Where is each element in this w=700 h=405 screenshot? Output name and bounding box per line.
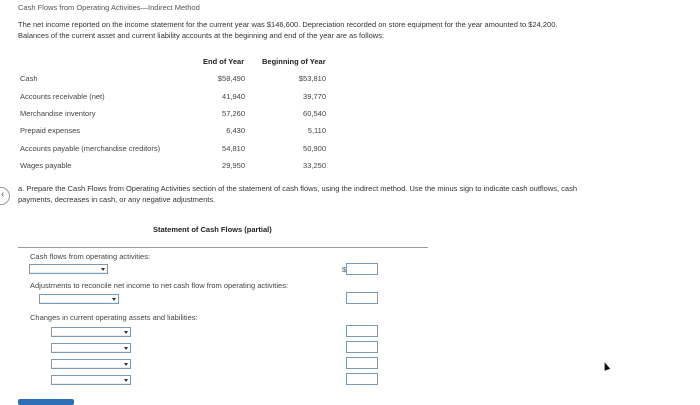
accounts-payable-begin: 50,900	[303, 144, 326, 153]
col-header-beginning-of-year: Beginning of Year	[262, 57, 326, 66]
accounts-receivable-end: 41,940	[222, 92, 245, 101]
change-amount-input-3[interactable]	[346, 357, 378, 369]
row-label-prepaid-expenses: Prepaid expenses	[20, 126, 81, 135]
change-dropdown-4[interactable]	[51, 375, 131, 385]
bottom-action-bar[interactable]	[18, 399, 74, 405]
dollar-sign: $	[342, 265, 347, 274]
row-label-accounts-receivable: Accounts receivable (net)	[20, 92, 105, 101]
change-amount-input-2[interactable]	[346, 341, 378, 353]
statement-divider	[18, 247, 428, 248]
problem-intro	[18, 19, 688, 41]
cash-begin: $53,810	[298, 74, 326, 83]
statement-title: Statement of Cash Flows (partial)	[153, 225, 272, 234]
change-amount-input-4[interactable]	[346, 373, 378, 385]
adjustment-dropdown[interactable]	[39, 294, 119, 304]
prepaid-expenses-begin: 5,110	[307, 126, 326, 135]
change-dropdown-2[interactable]	[51, 343, 131, 353]
row-label-cash: Cash	[20, 74, 38, 83]
merchandise-inventory-begin: 60,540	[303, 109, 326, 118]
cash-end: $58,490	[217, 74, 245, 83]
col-header-end-of-year: End of Year	[203, 57, 245, 66]
row-label-accounts-payable: Accounts payable (merchandise creditors)	[20, 144, 161, 153]
net-income-dropdown[interactable]	[29, 264, 108, 274]
mouse-cursor-icon	[602, 361, 610, 371]
intro-line-2: Balances of the current asset and current liability accounts at the beginning and end of the year are as follows:	[18, 31, 385, 40]
row-label-merchandise-inventory: Merchandise inventory	[20, 109, 96, 118]
net-income-amount-input[interactable]	[346, 263, 378, 275]
question-line-2: payments, decreases in cash, or any negative adjustments.	[18, 195, 216, 204]
side-collapse-tab[interactable]	[0, 187, 10, 205]
adjustment-amount-input[interactable]	[346, 292, 378, 304]
accounts-payable-end: 54,810	[222, 144, 245, 153]
wages-payable-begin: 33,250	[303, 161, 326, 170]
change-dropdown-1[interactable]	[51, 327, 131, 337]
accounts-receivable-begin: 39,770	[303, 92, 326, 101]
row-label-wages-payable: Wages payable	[20, 161, 72, 170]
change-dropdown-3[interactable]	[51, 359, 131, 369]
question-text	[18, 183, 688, 205]
merchandise-inventory-end: 57,260	[222, 109, 245, 118]
prepaid-expenses-end: 6,430	[226, 126, 245, 135]
change-amount-input-1[interactable]	[346, 325, 378, 337]
page-title: Cash Flows from Operating Activities—Indirect Method	[18, 3, 200, 12]
intro-line-1: The net income reported on the income statement for the current year was $146,600. Depreciation recorded on store equipment for the year amounted to $24,200.	[18, 20, 558, 29]
question-line-1: a. Prepare the Cash Flows from Operating Activities section of the statement of cash flows, using the indirect method. Use the minus sign to indicate cash outflows, cash	[18, 184, 578, 193]
adjustments-label: Adjustments to reconcile net income to net cash flow from operating activities:	[30, 281, 289, 290]
changes-label: Changes in current operating assets and liabilities:	[30, 313, 198, 322]
chevron-left-icon: ‹	[1, 189, 5, 200]
cash-flows-operating-label: Cash flows from operating activities:	[30, 252, 151, 261]
wages-payable-end: 29,950	[222, 161, 245, 170]
